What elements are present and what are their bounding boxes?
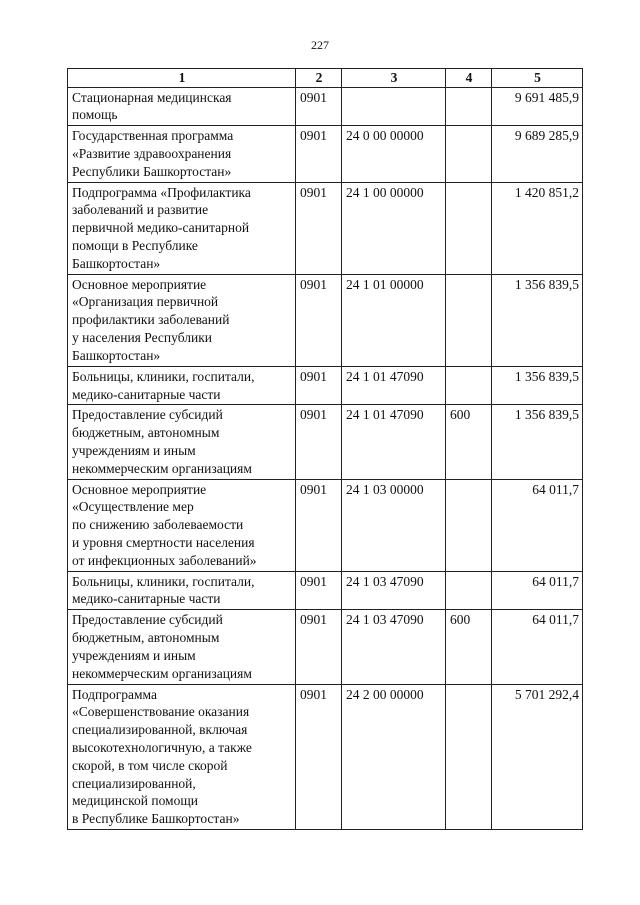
row-expense-type xyxy=(446,366,492,405)
row-amount: 64 011,7 xyxy=(492,571,583,610)
row-name xyxy=(68,610,296,684)
header-col-4: 4 xyxy=(446,69,492,88)
table-row xyxy=(68,366,583,405)
row-target-article: 24 0 00 00000 xyxy=(342,126,446,182)
header-col-1: 1 xyxy=(68,69,296,88)
row-expense-type xyxy=(446,684,492,830)
row-amount: 1 420 851,2 xyxy=(492,182,583,274)
row-target-article: 24 1 01 00000 xyxy=(342,274,446,366)
row-name xyxy=(68,366,296,405)
row-name xyxy=(68,87,296,126)
row-expense-type: 600 xyxy=(446,610,492,684)
row-name-text: Предоставление субсидий бюджетным, автономным учреждениям и иным некоммерческим организациям xyxy=(72,612,252,681)
row-section: 0901 xyxy=(296,182,342,274)
header-col-5: 5 xyxy=(492,69,583,88)
row-name xyxy=(68,126,296,182)
row-section: 0901 xyxy=(296,610,342,684)
row-name xyxy=(68,405,296,479)
row-name-text: Стационарная медицинская помощь xyxy=(72,89,232,123)
row-target-article: 24 1 01 47090 xyxy=(342,405,446,479)
row-section: 0901 xyxy=(296,571,342,610)
row-section: 0901 xyxy=(296,405,342,479)
row-target-article xyxy=(342,87,446,126)
row-target-article: 24 1 00 00000 xyxy=(342,182,446,274)
row-name-text: Больницы, клиники, госпитали, медико-санитарные части xyxy=(72,573,255,607)
table-row xyxy=(68,274,583,366)
table-row xyxy=(68,182,583,274)
row-amount: 64 011,7 xyxy=(492,610,583,684)
header-col-3: 3 xyxy=(342,69,446,88)
row-expense-type xyxy=(446,87,492,126)
row-name xyxy=(68,182,296,274)
row-expense-type xyxy=(446,571,492,610)
row-target-article: 24 2 00 00000 xyxy=(342,684,446,830)
row-amount: 5 701 292,4 xyxy=(492,684,583,830)
row-name-text: Подпрограмма «Профилактика заболеваний и развитие первичной медико-санитарной помощи в Республике Башкортостан» xyxy=(72,184,251,271)
row-section: 0901 xyxy=(296,126,342,182)
table-row xyxy=(68,571,583,610)
table-row xyxy=(68,610,583,684)
row-section: 0901 xyxy=(296,87,342,126)
row-name xyxy=(68,684,296,830)
row-name-text: Государственная программа «Развитие здравоохранения Республики Башкортостан» xyxy=(72,128,234,179)
row-name-text: Подпрограмма «Совершенствование оказания специализированной, включая высокотехнологичную, а также скорой, в том числе скорой специализированной, медицинской помощи в Республике Башкортостан» xyxy=(72,686,252,827)
row-target-article: 24 1 03 47090 xyxy=(342,610,446,684)
table-header-row xyxy=(68,69,583,88)
row-expense-type xyxy=(446,126,492,182)
row-name-text: Основное мероприятие «Осуществление мер по снижению заболеваемости и уровня смертности населения от инфекционных заболеваний» xyxy=(72,481,257,568)
row-amount: 9 691 485,9 xyxy=(492,87,583,126)
row-name-text: Предоставление субсидий бюджетным, автономным учреждениям и иным некоммерческим организациям xyxy=(72,407,252,476)
row-section: 0901 xyxy=(296,274,342,366)
row-expense-type xyxy=(446,479,492,571)
row-section: 0901 xyxy=(296,479,342,571)
row-expense-type xyxy=(446,274,492,366)
table-row xyxy=(68,684,583,830)
row-amount: 64 011,7 xyxy=(492,479,583,571)
row-name-text: Больницы, клиники, госпитали, медико-санитарные части xyxy=(72,368,255,402)
budget-table xyxy=(67,68,583,830)
table-row xyxy=(68,87,583,126)
row-amount: 1 356 839,5 xyxy=(492,366,583,405)
row-name xyxy=(68,479,296,571)
row-target-article: 24 1 03 00000 xyxy=(342,479,446,571)
row-section: 0901 xyxy=(296,366,342,405)
row-section: 0901 xyxy=(296,684,342,830)
row-name xyxy=(68,274,296,366)
table-row xyxy=(68,479,583,571)
header-col-2: 2 xyxy=(296,69,342,88)
row-target-article: 24 1 01 47090 xyxy=(342,366,446,405)
table-row xyxy=(68,126,583,182)
page-number: 227 xyxy=(311,38,329,52)
row-amount: 1 356 839,5 xyxy=(492,405,583,479)
row-amount: 1 356 839,5 xyxy=(492,274,583,366)
row-amount: 9 689 285,9 xyxy=(492,126,583,182)
table-row xyxy=(68,405,583,479)
row-expense-type: 600 xyxy=(446,405,492,479)
row-target-article: 24 1 03 47090 xyxy=(342,571,446,610)
row-name xyxy=(68,571,296,610)
row-name-text: Основное мероприятие «Организация первичной профилактики заболеваний у населения Республики Башкортостан» xyxy=(72,276,230,363)
row-expense-type xyxy=(446,182,492,274)
